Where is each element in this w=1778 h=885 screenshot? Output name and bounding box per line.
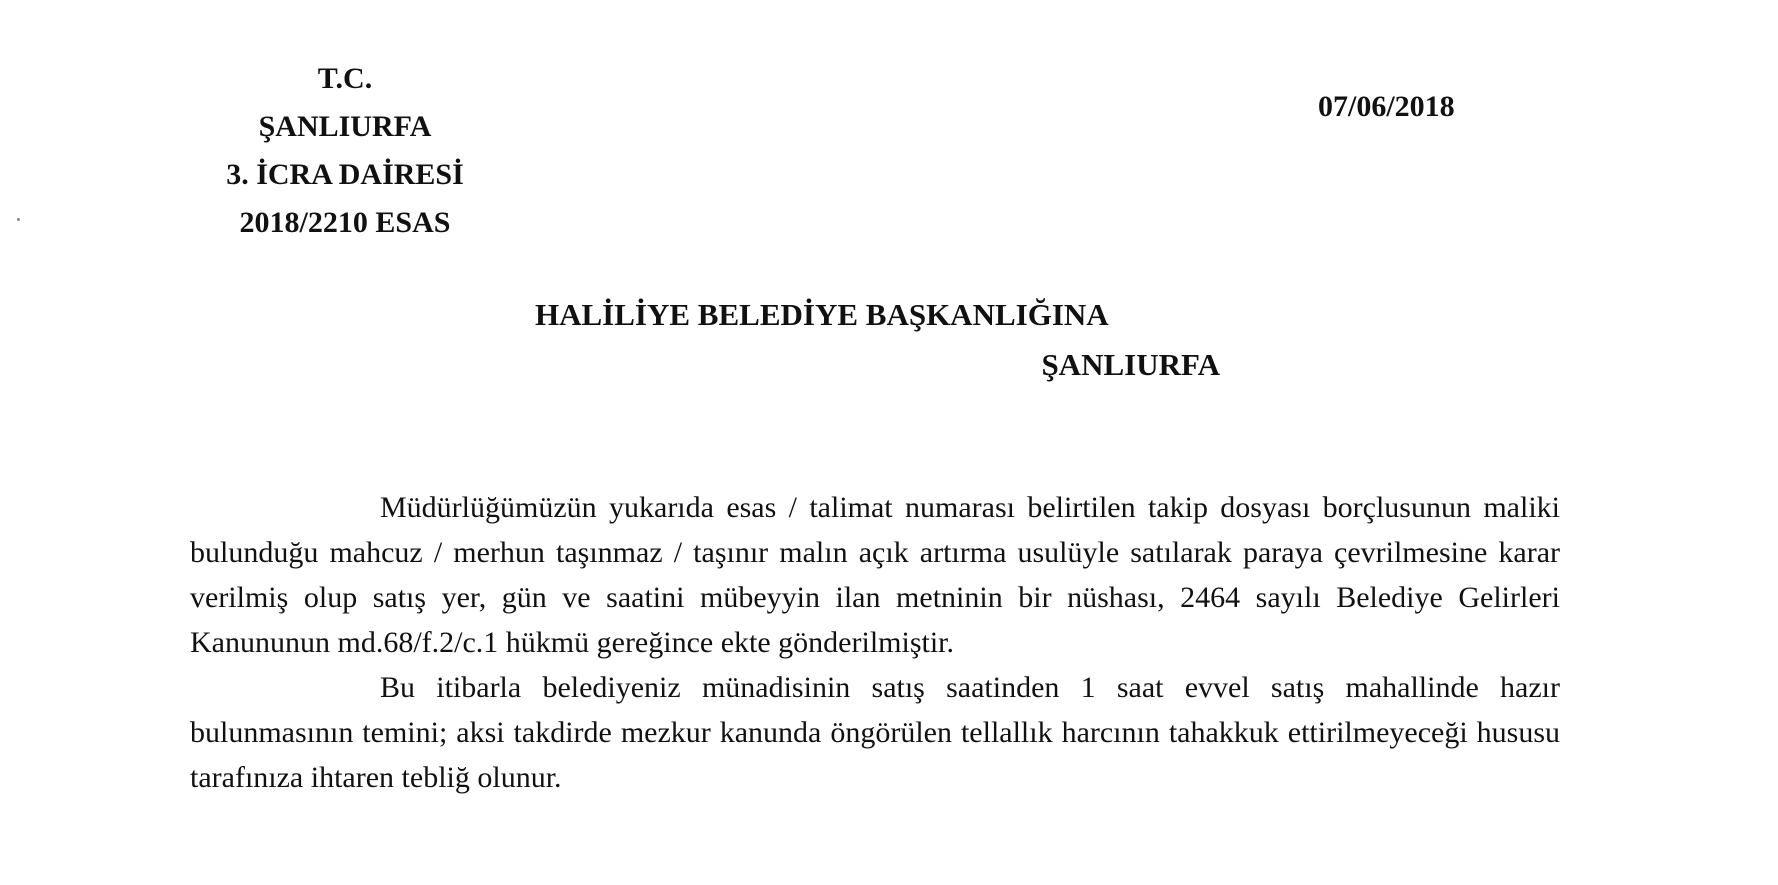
issuer-header	[180, 55, 510, 247]
scan-speck	[17, 218, 20, 221]
body-paragraph-1: Müdürlüğümüzün yukarıda esas / talimat numarası belirtilen takip dosyası borçlusunun maliki bulunduğu mahcuz / merhun taşınmaz / taşınır malın açık artırma usulüyle satılarak paraya çevrilmesine karar verilmiş olup satış yer, gün ve saatini mübeyyin ilan metninin bir nüshası, 2464 sayılı Belediye Gelirleri Kanununun md.68/f.2/c.1 hükmü gereğince ekte gönderilmiştir.	[190, 491, 1560, 659]
document-date: 07/06/2018	[1318, 90, 1455, 123]
letter-body	[190, 485, 1560, 800]
header-line-city: ŞANLIURFA	[258, 110, 432, 143]
header-line-tc: T.C.	[317, 62, 373, 95]
recipient-city: ŞANLIURFA	[1041, 347, 1220, 382]
header-line-case: 2018/2210 ESAS	[239, 206, 451, 239]
header-line-office: 3. İCRA DAİRESİ	[226, 158, 464, 191]
recipient-name: HALİLİYE BELEDİYE BAŞKANLIĞINA	[535, 297, 1109, 332]
recipient-block	[535, 290, 1220, 390]
body-paragraph-2: Bu itibarla belediyeniz münadisinin satış saatinden 1 saat evvel satış mahallinde hazır bulunmasının temini; aksi takdirde mezkur kanunda öngörülen tellallık harcının tahakkuk ettirilmeyeceği hususu tarafınıza ihtaren tebliğ olunur.	[190, 671, 1560, 794]
